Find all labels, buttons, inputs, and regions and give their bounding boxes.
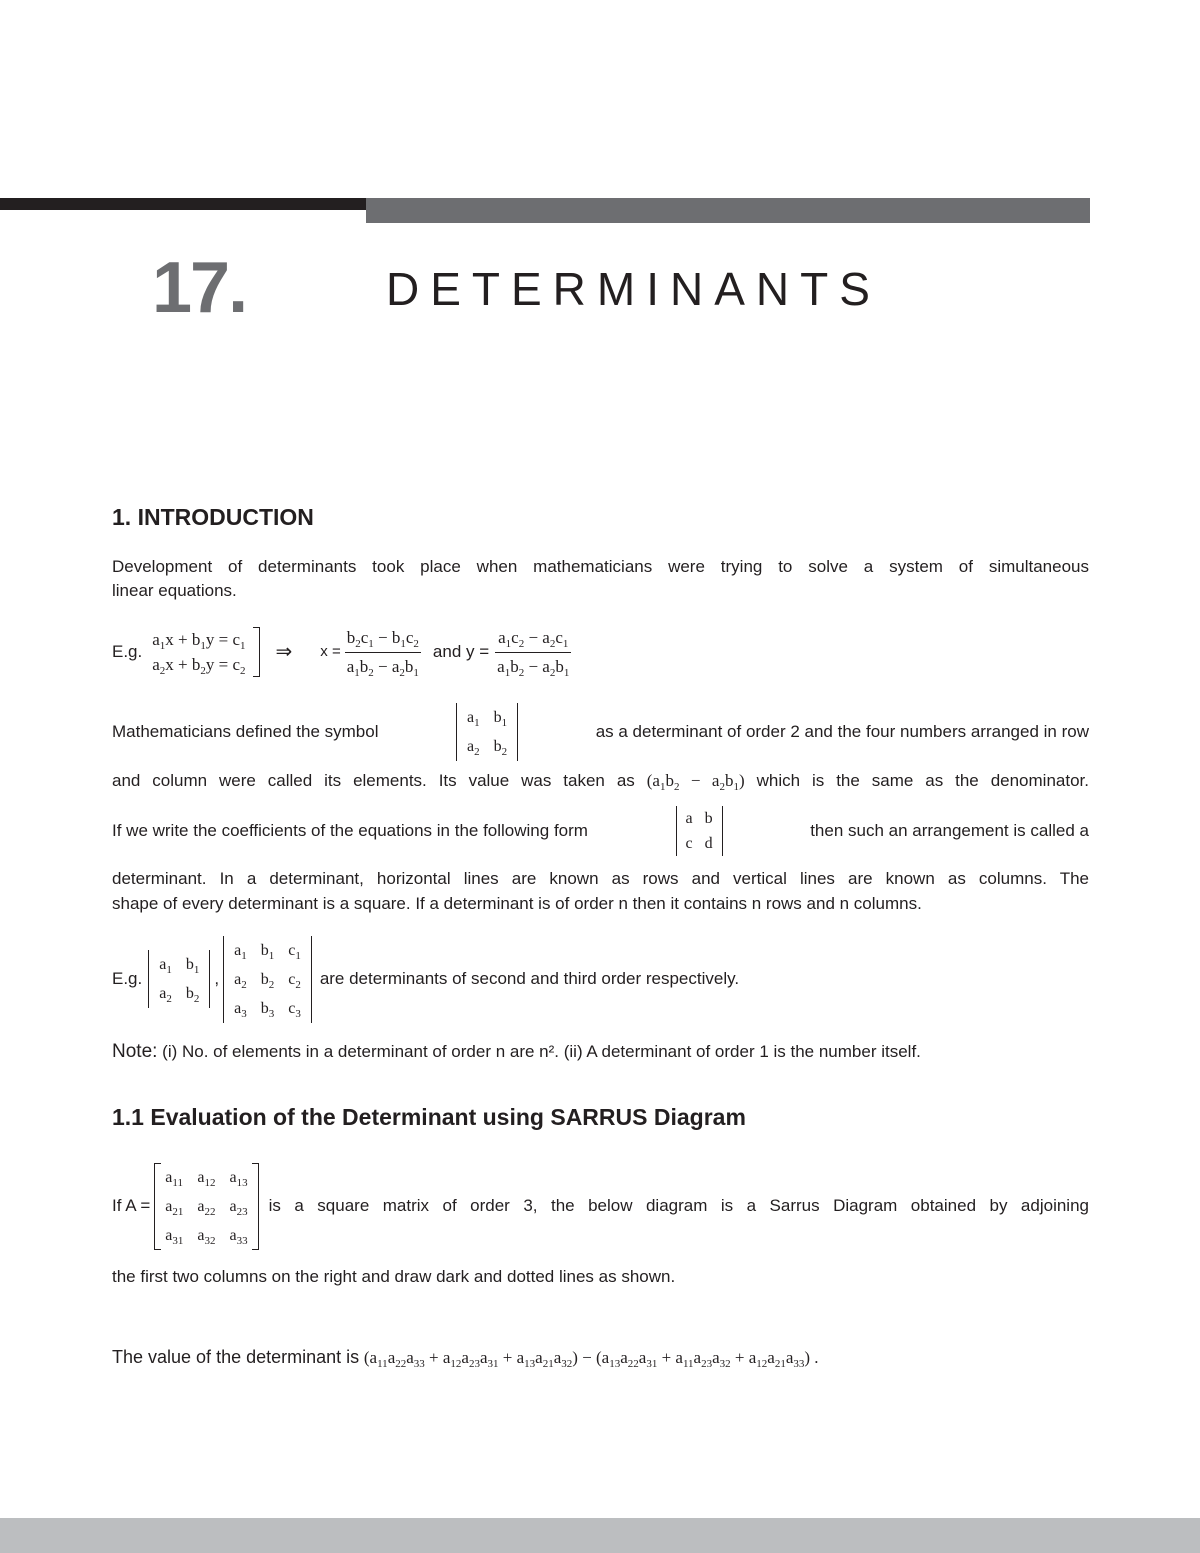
matrix-definition-line — [112, 1162, 1089, 1250]
note-label: Note: — [112, 1041, 158, 1062]
value-expression: $(a_1b_2 - a_2b_1)$ — [646, 771, 745, 793]
implies-arrow: ⇒ — [275, 641, 293, 663]
chapter-number: 17. — [152, 248, 247, 328]
sarrus-line2: the first two columns on the right and draw dark and dotted lines as shown. — [112, 1267, 676, 1286]
eg-label: E.g. — [112, 642, 143, 661]
header-rule-dark — [0, 198, 366, 210]
matrix-text-after: is a square matrix of order 3, the below diagram is a Sarrus Diagram obtained by adjoining — [268, 1196, 1089, 1215]
symbol-text-before: Mathematicians defined the symbol — [112, 722, 379, 741]
form-text-before: If we write the coefficients of the equations in the following form — [112, 821, 588, 840]
chapter-title: DETERMINANTS — [386, 263, 881, 315]
determinant-2x2-symbol: $a_1$ $b_1$ $a_2$ $b_2$ — [456, 703, 518, 761]
section-heading-sarrus: 1.1 Evaluation of the Determinant using SARRUS Diagram — [112, 1104, 746, 1130]
y-fraction: $\frac{a_1c_2 - a_2c_1}{a_1b_2 - a_2b_1}$ — [497, 627, 570, 679]
footer-bar — [0, 1518, 1200, 1553]
determinant-paragraph-line1: determinant. In a determinant, horizontal lines are known as rows and vertical lines are known as columns. The — [112, 869, 1089, 888]
note-line — [112, 1040, 921, 1064]
sarrus-formula: $(a_{11}a_{22}a_{33} + a_{12}a_{23}a_{31} + a_{13}a_{21}a_{32}) - (a_{13}a_{22}a_{31} + a_{11}a_{23}a_{32} + a_{12}a_{21}a_{33})$ . — [363, 1348, 819, 1370]
and-y-equals: and y = — [432, 642, 490, 661]
order-examples-line: E.g. $a_1$ $b_1$ $a_2$ $b_2$ , $a_1$ $b_1$ $c_1$ $a_2$ $b_2$ $c_2$ $a_3$ $b_3$ $c_3$ are determinants of second and third order respectively. — [112, 934, 739, 1024]
determinant-paragraph-line2: shape of every determinant is a square. If a determinant is of order n then it contains n rows and n columns. — [112, 894, 922, 913]
value-text-after: which is the same as the denominator. — [756, 771, 1089, 790]
x-equals: x = — [320, 643, 341, 660]
if-a-equals: If A = — [112, 1196, 151, 1215]
coefficient-form-line — [112, 803, 1089, 859]
eg2-label: E.g. — [112, 969, 143, 988]
value-text-before: and column were called its elements. Its value was taken as — [112, 771, 635, 790]
matrix-a-3x3: $a_{11}$ $a_{12}$ $a_{13}$ $a_{21}$ $a_{22}$ $a_{23}$ $a_{31}$ $a_{32}$ $a_{33}$ — [154, 1163, 258, 1250]
intro-paragraph-line2: linear equations. — [112, 581, 237, 600]
section-heading-introduction: 1. INTRODUCTION — [112, 504, 314, 530]
value-definition-line — [112, 769, 1089, 793]
determinant-abcd: a b c d — [676, 806, 723, 856]
eg2-text: are determinants of second and third order respectively. — [319, 969, 740, 988]
x-fraction: $\frac{b_2c_1 - b_1c_2}{a_1b_2 - a_2b_1}$ — [346, 627, 419, 679]
header-rule-grey — [366, 198, 1090, 223]
determinant-3x3-example: $a_1$ $b_1$ $c_1$ $a_2$ $b_2$ $c_2$ $a_3$ $b_3$ $c_3$ — [223, 936, 312, 1023]
determinant-value-line — [112, 1345, 819, 1370]
symbol-definition-line — [112, 702, 1089, 762]
equation-system-example — [112, 622, 571, 682]
note-text: (i) No. of elements in a determinant of order n are n². (ii) A determinant of order 1 is the number itself. — [162, 1042, 921, 1061]
linear-system: $a_1x + b_1y = c_1$ $a_2x + b_2y = c_2$ — [152, 627, 259, 677]
intro-paragraph-line1: Development of determinants took place when mathematicians were trying to solve a system of simultaneous — [112, 557, 1089, 576]
form-text-after: then such an arrangement is called a — [810, 821, 1089, 840]
determinant-2x2-example: $a_1$ $b_1$ $a_2$ $b_2$ — [148, 950, 210, 1008]
value-text: The value of the determinant is — [112, 1347, 360, 1367]
symbol-text-after: as a determinant of order 2 and the four numbers arranged in row — [595, 722, 1089, 741]
